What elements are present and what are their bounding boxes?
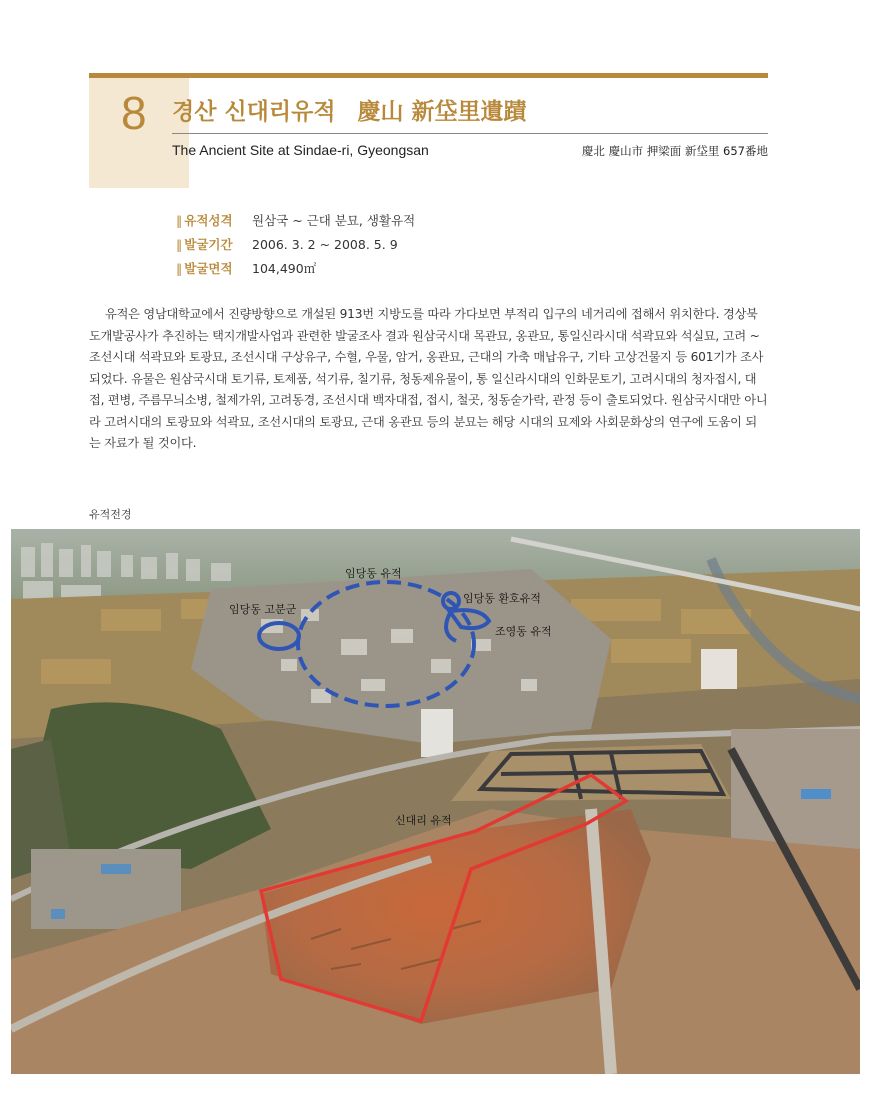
section-number: 8 — [121, 87, 147, 139]
label-imdang: 임당동 유적 — [345, 567, 402, 580]
label-imdang-tomb: 임당동 고분군 — [229, 603, 297, 616]
title-korean: 경산 신대리유적 — [172, 99, 336, 125]
meta-label: ‖ 발굴기간 — [176, 235, 252, 253]
meta-label: ‖ 발굴면적 — [176, 259, 252, 277]
meta-row — [176, 256, 415, 280]
label-joyeong: 조영동 유적 — [495, 625, 552, 638]
site-meta — [176, 208, 415, 280]
title-hanja: 慶山 新垈里遺蹟 — [357, 99, 527, 125]
header-rule-top — [89, 73, 768, 78]
meta-row — [176, 208, 415, 232]
meta-label: ‖ 유적성격 — [176, 211, 252, 229]
aerial-photo — [11, 529, 860, 1074]
meta-value: 원삼국 ~ 근대 분묘, 생활유적 — [252, 213, 416, 228]
label-sindae: 신대리 유적 — [395, 814, 452, 827]
meta-row — [176, 232, 415, 256]
title-divider — [172, 133, 768, 134]
title-english: The Ancient Site at Sindae-ri, Gyeongsan — [172, 142, 429, 158]
meta-value: 104,490㎡ — [252, 261, 317, 276]
photo-caption: 유적전경 — [89, 508, 132, 521]
page-title — [172, 93, 527, 126]
meta-value: 2006. 3. 2 ~ 2008. 5. 9 — [252, 236, 398, 252]
body-paragraph: 유적은 영남대학교에서 진량방향으로 개설된 913번 지방도를 따라 가다보면 부적리 입구의 네거리에 접해서 위치한다. 경상북도개발공사가 추진하는 택지개발사업과 관련한 발굴조사 결과 원삼국시대 목관묘, 옹관묘, 통일신라시대 석곽묘와 석실묘, 고려 ~ 조선시대 석곽묘와 토광묘, 조선시대 구상유구, 수혈, 우물, 암거, 옹관묘, 근대의 가축 매납유구, 기타 고상건물지 등 601기가 조사되었다. 유물은 원삼국시대 토기류, 토제품, 석기류, 칠기류, 청동제유물이, 통 일신라시대의 인화문토기, 고려시대의 청자접시, 대접, 편병, 주름무늬소병, 철제가위, 고려동경, 조선시대 백자대접, 접시, 철곳, 청동숟가락, 관정 등이 출토되었다. 원삼국시대만 아니라 고려시대의 토광묘와 석곽묘, 조선시대의 토광묘, 근대 옹관묘 등의 분묘는 해당 시대의 묘제와 사회문화상의 연구에 도움이 되는 자료가 될 것이다. — [89, 307, 768, 450]
label-imdang-moat: 임당동 환호유적 — [463, 592, 541, 605]
site-address: 慶北 慶山市 押梁面 新垈里 657番地 — [581, 144, 768, 158]
aerial-photo-drawing — [11, 529, 860, 1074]
